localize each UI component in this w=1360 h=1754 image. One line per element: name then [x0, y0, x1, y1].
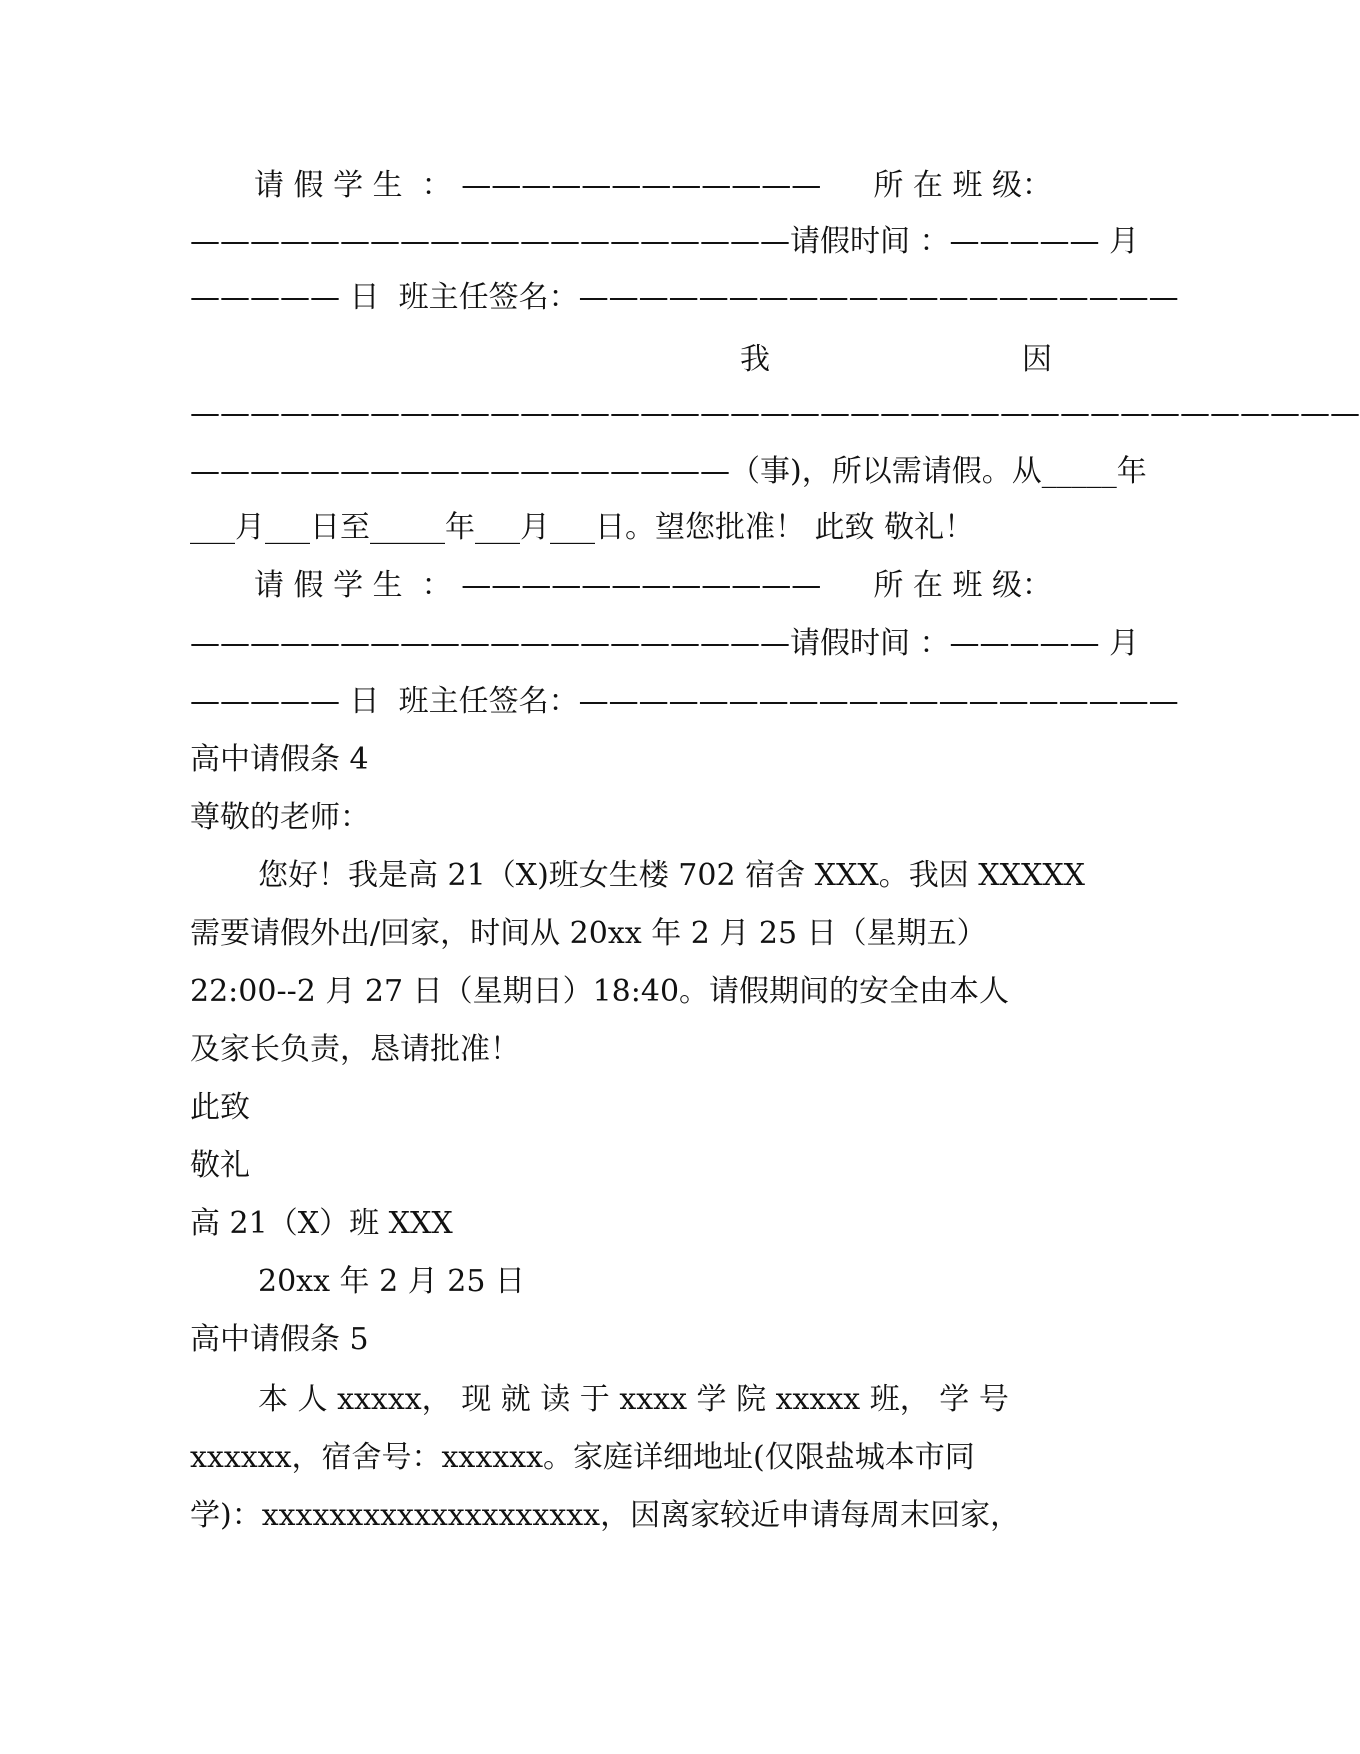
note5-body-line1: 本 人 xxxxx， 现 就 读 于 xxxx 学 院 xxxxx 班， 学 号: [258, 1382, 1009, 1417]
form1-row5: ———————————————————————————————————————: [190, 396, 1360, 431]
note4-body-line3: 22:00--2 月 27 日（星期日）18:40。请假期间的安全由本人: [190, 974, 1010, 1009]
note4-body-line2: 需要请假外出/回家，时间从 20xx 年 2 月 25 日（星期五）: [190, 916, 987, 951]
note4-salutation: 尊敬的老师：: [190, 800, 370, 835]
form2-class-blank: ————————————————————: [190, 626, 790, 661]
note4-closing1: 此致: [190, 1090, 250, 1125]
form1-reason-start2: 因: [1022, 342, 1052, 377]
form1-class-label: 所 在 班 级：: [873, 168, 1052, 203]
note4-closing2: 敬礼: [190, 1148, 250, 1183]
note4-title: 高中请假条 4: [190, 742, 369, 777]
form1-row2: [190, 222, 1140, 262]
note4-date: 20xx 年 2 月 25 日: [258, 1264, 525, 1299]
form1-row1: [254, 166, 1052, 206]
form1-class-blank: ————————————————————: [190, 224, 790, 259]
form2-row2: [190, 624, 1140, 664]
note4-body-line4: 及家长负责，恳请批准！: [190, 1032, 520, 1067]
form1-row3: ————— 日 班主任签名：————————————————————: [190, 280, 1179, 315]
form1-reason-start: 我: [740, 342, 770, 377]
form1-row6: ——————————————————（事)，所以需请假。从_____年: [190, 454, 1147, 489]
form2-row3: ————— 日 班主任签名：————————————————————: [190, 684, 1179, 719]
form2-student-field: 请 假 学 生 ： ————————————: [254, 568, 822, 603]
form2-class-label: 所 在 班 级：: [873, 568, 1052, 603]
form1-row4: [740, 340, 1052, 380]
form2-time-field: 请假时间 ：————— 月: [790, 626, 1140, 661]
form1-row7: ___月___日至_____年___月___日。望您批准！ 此致 敬礼！: [190, 510, 975, 545]
form2-row1: [254, 566, 1052, 606]
form1-time-field: 请假时间 ：————— 月: [790, 224, 1140, 259]
note5-body-line2: xxxxxx，宿舍号：xxxxxx。家庭详细地址(仅限盐城本市同: [190, 1440, 975, 1475]
note5-title: 高中请假条 5: [190, 1322, 369, 1357]
form1-student-field: 请 假 学 生 ： ————————————: [254, 168, 822, 203]
note4-signature: 高 21（X）班 XXX: [190, 1206, 453, 1241]
note5-body-line3: 学)：xxxxxxxxxxxxxxxxxxxx，因离家较近申请每周末回家，: [190, 1498, 1021, 1533]
note4-body-line1: 您好！我是高 21（X)班女生楼 702 宿舍 XXX。我因 XXXXX: [258, 858, 1086, 893]
